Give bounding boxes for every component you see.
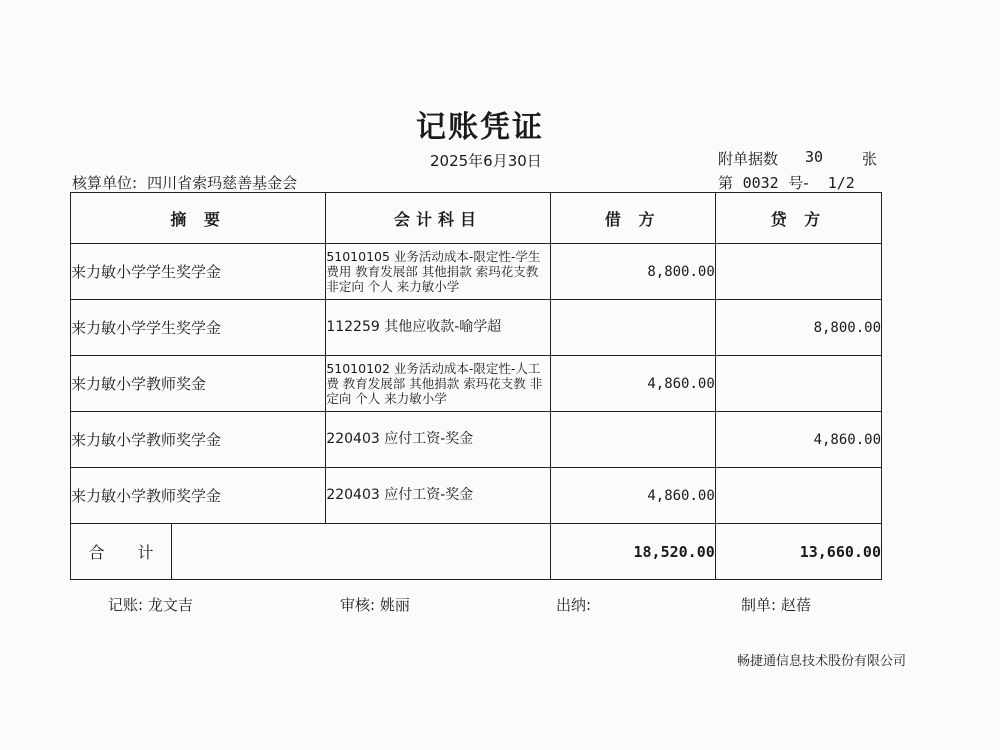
header-summary: 摘 要 [71,193,326,244]
table-row [71,468,882,524]
bookkeeper-name: 龙文吉 [147,596,193,614]
table-row [71,412,882,468]
row-account: 220403 应付工资-奖金 [326,412,550,468]
row-summary: 来力敏小学学生奖学金 [71,244,326,300]
attachments-count: 30 [805,148,824,166]
voucher-number: 0032 [742,174,779,192]
table-row [71,356,882,412]
maker-label: 制单: [741,596,777,614]
reviewer-label: 审核: [340,596,376,614]
voucher-number-line [718,172,855,193]
accounting-unit-label: 核算单位: [72,174,138,192]
voucher-date: 2025年6月30日 [430,152,542,170]
attachments-unit: 张 [862,150,878,168]
cashier-signature [556,594,596,615]
row-account: 112259 其他应收款-喻学超 [326,300,550,356]
row-summary: 来力敏小学教师奖学金 [71,412,326,468]
row-debit: 4,860.00 [550,468,715,524]
reviewer-name: 姚丽 [379,596,410,614]
voucher-prefix: 第 [718,174,734,192]
total-debit: 18,520.00 [550,524,715,580]
row-credit [715,468,881,524]
voucher-page: 1/2 [827,174,855,192]
cashier-label: 出纳: [556,596,592,614]
bookkeeper-label: 记账: [108,596,144,614]
reviewer-signature [340,594,410,615]
accounting-unit [72,172,297,193]
table-header-row [71,193,882,244]
total-credit: 13,660.00 [715,524,881,580]
row-summary: 来力敏小学学生奖学金 [71,300,326,356]
row-debit [550,300,715,356]
row-debit: 8,800.00 [550,244,715,300]
maker-name: 赵蓓 [780,596,811,614]
row-summary: 来力敏小学教师奖学金 [71,468,326,524]
maker-signature [741,594,811,615]
total-row [71,524,882,580]
total-label: 合 计 [71,524,172,579]
row-credit [715,356,881,412]
total-label-cell [71,524,551,580]
attachments-label: 附单据数 [718,150,779,168]
table-row [71,300,882,356]
row-debit: 4,860.00 [550,356,715,412]
accounting-unit-value: 四川省索玛慈善基金会 [147,174,298,192]
row-account: 51010102 业务活动成本-限定性-人工费 教育发展部 其他捐款 索玛花支教 非定向 个人 来力敏小学 [326,356,550,412]
table-row [71,244,882,300]
header-account: 会计科目 [326,193,550,244]
row-debit [550,412,715,468]
bookkeeper-signature [108,594,193,615]
row-summary: 来力敏小学教师奖金 [71,356,326,412]
header-credit: 贷 方 [715,193,881,244]
row-credit: 4,860.00 [715,412,881,468]
row-credit [715,244,881,300]
voucher-suffix: 号- [788,174,809,192]
software-company: 畅捷通信息技术股份有限公司 [737,654,907,669]
row-account: 51010105 业务活动成本-限定性-学生费用 教育发展部 其他捐款 索玛花支教 非定向 个人 来力敏小学 [326,244,550,300]
voucher-table [70,192,882,580]
voucher-title: 记账凭证 [416,110,544,145]
header-debit: 借 方 [550,193,715,244]
row-account: 220403 应付工资-奖金 [326,468,550,524]
row-credit: 8,800.00 [715,300,881,356]
